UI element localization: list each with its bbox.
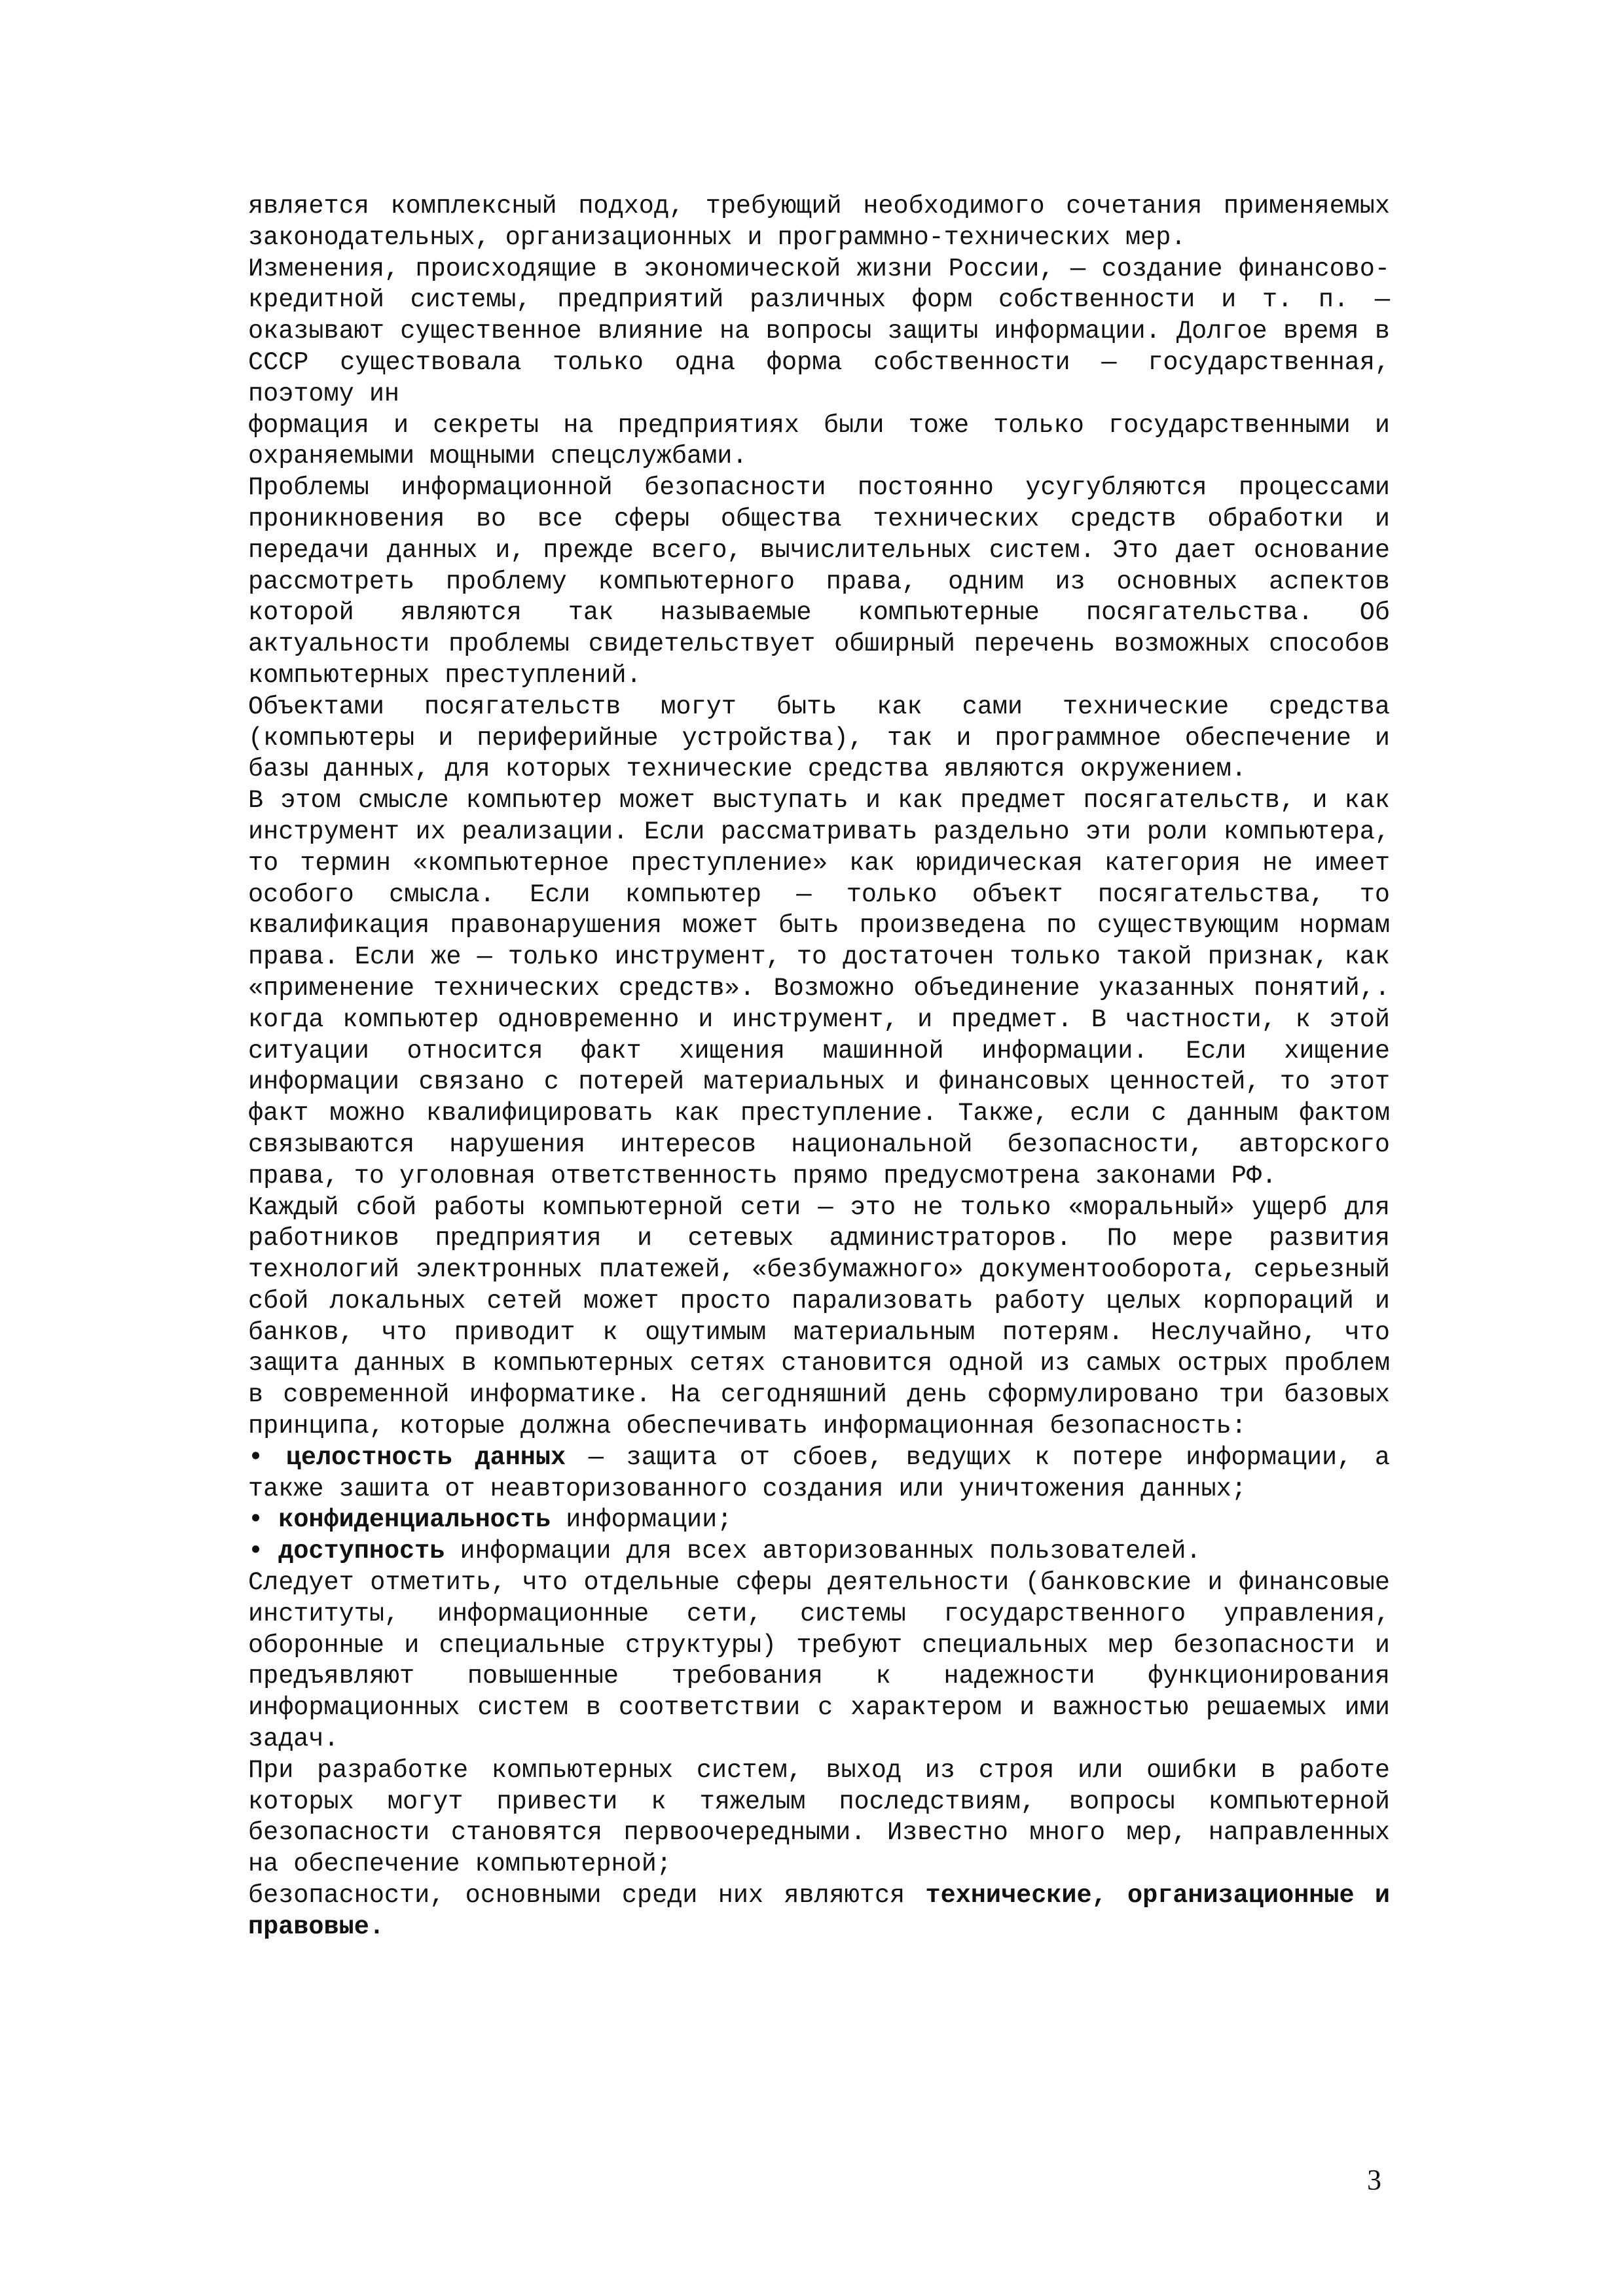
final-paragraph bbox=[248, 1880, 1390, 1943]
bullet-term: конфиденциальность bbox=[278, 1505, 551, 1535]
paragraph: При разработке компьютерных систем, выход из строя или ошибки в работе которых могут привести к тяжелым последствиям, вопросы компьютерной безопасности становятся первоочередными. Известно много мер, направленных на обеспечение компьютерной; bbox=[248, 1755, 1390, 1879]
body-text bbox=[248, 191, 1390, 1943]
paragraph: В этом смысле компьютер может выступать и как предмет посягательств, и как инструмент их реализации. Если рассматривать раздельно эти роли компьютера, то термин «компьютерное преступление» как юридическая категория не имеет особого смысла. Если компьютер — только объект посягательства, то квалификация правонарушения может быть произведена по существующим нормам права. Если же — только инструмент, то достаточен только такой признак, как «применение технических средств». Возможно объединение указанных понятий,. когда компьютер одновременно и инструмент, и предмет. В частности, к этой ситуации относится факт хищения машинной информации. Если хищение информации связано с потерей материальных и финансовых ценностей, то этот факт можно квалифицировать как преступление. Также, если с данным фактом связываются нарушения интересов национальной безопасности, авторского права, то уголовная ответственность прямо предусмотрена законами РФ. bbox=[248, 786, 1390, 1191]
final-bold: технические, организационные и правовые bbox=[248, 1881, 1390, 1941]
bullet-item bbox=[248, 1536, 1390, 1568]
bullet-term: доступность bbox=[278, 1537, 445, 1566]
bullet-term: целостность данных bbox=[285, 1443, 566, 1472]
final-tail: . bbox=[369, 1912, 384, 1941]
paragraph: формация и секреты на предприятиях были тоже только государственными и охраняемыми мощными спецслужбами. bbox=[248, 410, 1390, 471]
page-number: 3 bbox=[1367, 2164, 1381, 2196]
bullet-text: информации; bbox=[551, 1505, 733, 1535]
bullet-icon: • bbox=[248, 1443, 264, 1472]
paragraph: Изменения, происходящие в экономической жизни России, — создание финансово-кредитной системы, предприятий различных форм собственности и т. п. — оказывают существенное влияние на вопросы защиты информации. Долгое время в СССР существовала только одна форма собственности — государственная, поэтому ин bbox=[248, 254, 1390, 408]
paragraph: Объектами посягательств могут быть как сами технические средства (компьютеры и периферийные устройства), так и программное обеспечение и базы данных, для которых технические средства являются окружением. bbox=[248, 692, 1390, 784]
paragraph: Каждый сбой работы компьютерной сети — это не только «моральный» ущерб для работников предприятия и сетевых администраторов. По мере развития технологий электронных платежей, «безбумажного» документооборота, серьезный сбой локальных сетей может просто парализовать работу целых корпораций и банков, что приводит к ощутимым материальным потерям. Неслучайно, что защита данных в компьютерных сетях становится одной из самых острых проблем в современной информатике. На сегодняшний день сформулировано три базовых принципа, которые должна обеспечивать информационная безопасность: bbox=[248, 1193, 1390, 1441]
bullet-text: информации для всех авторизованных пользователей. bbox=[445, 1537, 1201, 1566]
bullet-item bbox=[248, 1505, 1390, 1536]
paragraph: Проблемы информационной безопасности постоянно усугубляются процессами проникновения во все сферы общества технических средств обработки и передачи данных и, прежде всего, вычислительных систем. Это дает основание рассмотреть проблему компьютерного права, одним из основных аспектов которой являются так называемые компьютерные посягательства. Об актуальности проблемы свидетельствует обширный перечень возможных способов компьютерных преступлений. bbox=[248, 473, 1390, 690]
paragraph: является комплексный подход, требующий необходимого сочетания применяемых законодательных, организационных и программно-технических мер. bbox=[248, 192, 1390, 252]
bullet-text: — защита от сбоев, ведущих к потере информации, а также зашита от неавторизованного создания или уничтожения данных; bbox=[248, 1443, 1390, 1503]
bullet-item bbox=[248, 1443, 1390, 1505]
bullet-icon: • bbox=[248, 1537, 264, 1566]
bullet-icon: • bbox=[248, 1505, 264, 1535]
final-lead: безопасности, основными среди них являются bbox=[248, 1881, 926, 1910]
paragraph: Следует отметить, что отдельные сферы деятельности (банковские и финансовые институты, информационные сети, системы государственного управления, оборонные и специальные структуры) требуют специальных мер безопасности и предъявляют повышенные требования к надежности функционирования информационных систем в соответствии с характером и важностью решаемых ими задач. bbox=[248, 1568, 1390, 1754]
